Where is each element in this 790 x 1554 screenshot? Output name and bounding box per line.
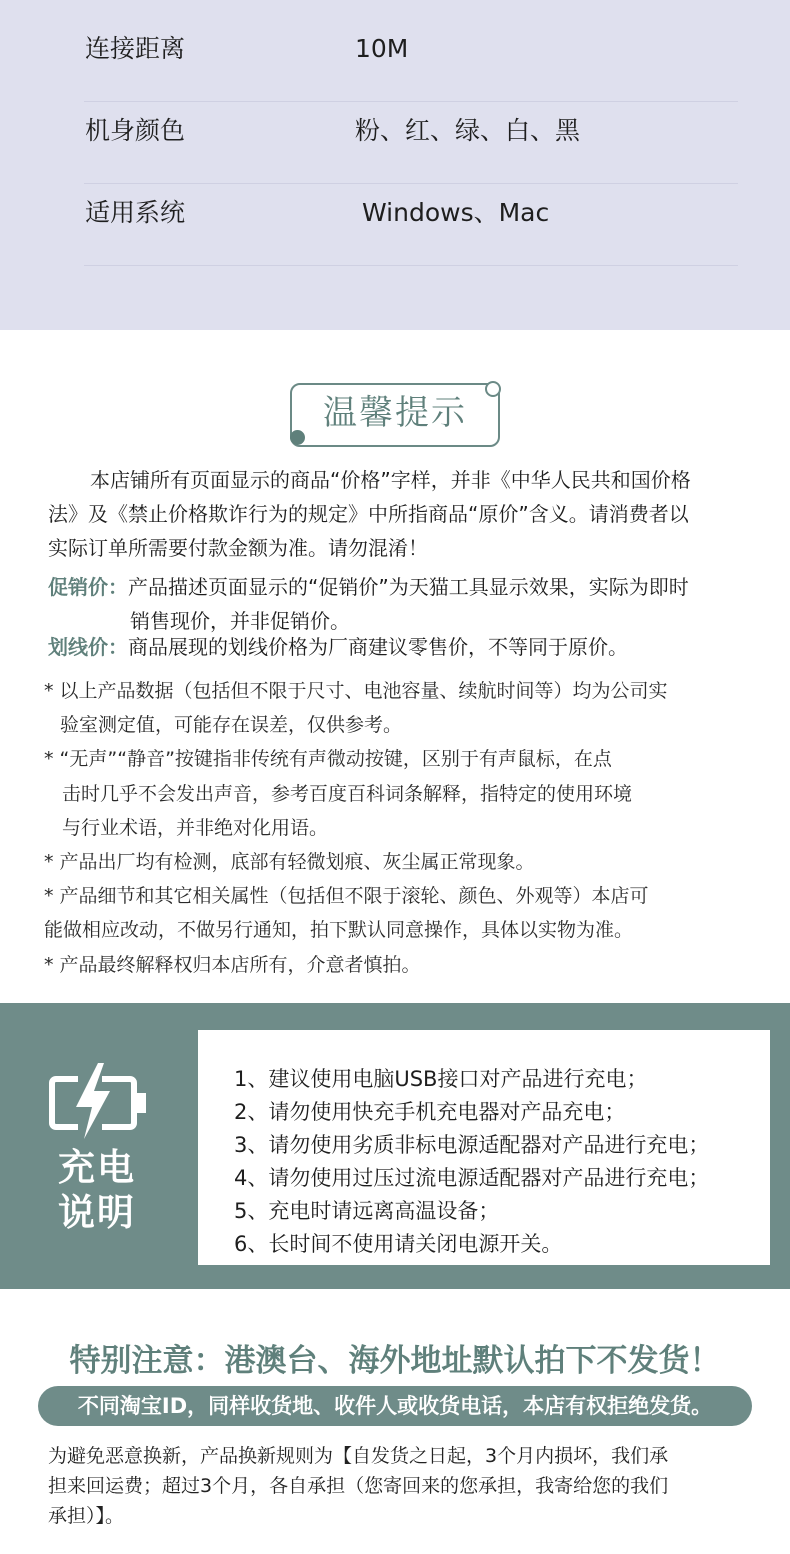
strike-price-note — [48, 630, 758, 664]
price-disclaimer — [48, 463, 758, 565]
spec-label: 机身颜色 — [85, 116, 186, 145]
reject-shipping-banner — [38, 1386, 752, 1426]
text-line: 法》及《禁止价格欺诈行为的规定》中所指商品“原价”含义。请消费者以 — [48, 502, 689, 526]
decor-dot-icon — [290, 430, 305, 445]
charging-title: 说明 — [58, 1191, 136, 1234]
list-item: 6、长时间不使用请关闭电源开关。 — [234, 1232, 563, 1256]
strike-label: 划线价： — [48, 635, 128, 659]
note-line: * 以上产品数据（包括但不限于尺寸、电池容量、续航时间等）均为公司实 — [44, 680, 668, 702]
promo-label: 促销价： — [48, 575, 128, 599]
charging-title: 充电 — [58, 1146, 136, 1189]
special-notice-headline: 特别注意：港澳台、海外地址默认拍下不发货！ — [69, 1343, 721, 1379]
decor-circle-icon — [485, 381, 501, 397]
note-line: 与行业术语，并非绝对化用语。 — [62, 817, 329, 839]
note-line: 验室测定值，可能存在误差，仅供参考。 — [60, 714, 403, 736]
spec-label: 适用系统 — [85, 198, 186, 227]
replacement-policy — [48, 1441, 756, 1531]
spec-table — [0, 0, 790, 330]
note-line: * “无声”“静音”按键指非传统有声微动按键，区别于有声鼠标，在点 — [44, 748, 612, 770]
note-line: * 产品最终解释权归本店所有，介意者慎拍。 — [44, 954, 421, 976]
text-line: 商品展现的划线价格为厂商建议零售价，不等同于原价。 — [128, 635, 628, 659]
notice-title-box — [290, 383, 498, 445]
note-line: 能做相应改动，不做另行通知，拍下默认同意操作，具体以实物为准。 — [44, 919, 634, 941]
spec-label: 连接距离 — [85, 34, 186, 63]
divider — [84, 183, 738, 184]
banner-text: 不同淘宝ID，同样收货地、收件人或收货电话，本店有权拒绝发货。 — [77, 1394, 713, 1418]
note-line: * 产品出厂均有检测，底部有轻微划痕、灰尘属正常现象。 — [44, 851, 535, 873]
text-line: 销售现价，并非促销价。 — [130, 609, 350, 633]
promo-price-note — [48, 570, 758, 638]
spec-value: Windows、Mac — [362, 198, 550, 227]
battery-charging-icon — [48, 1061, 152, 1141]
divider — [84, 265, 738, 266]
text-line: 实际订单所需要付款金额为准。请勿混淆！ — [48, 536, 428, 560]
list-item: 4、请勿使用过压过流电源适配器对产品进行充电； — [234, 1166, 710, 1190]
text-line: 本店铺所有页面显示的商品“价格”字样，并非《中华人民共和国价格 — [90, 468, 691, 492]
list-item: 1、建议使用电脑USB接口对产品进行充电； — [234, 1067, 648, 1091]
charging-instructions — [0, 1003, 790, 1289]
spec-row — [0, 113, 790, 195]
list-item: 5、充电时请远离高温设备； — [234, 1199, 500, 1223]
list-item: 3、请勿使用劣质非标电源适配器对产品进行充电； — [234, 1133, 710, 1157]
spec-value: 10M — [355, 34, 409, 63]
list-item: 2、请勿使用快充手机充电器对产品充电； — [234, 1100, 626, 1124]
charging-card — [198, 1030, 770, 1265]
note-line: 击时几乎不会发出声音，参考百度百科词条解释，指特定的使用环境 — [62, 783, 633, 805]
spec-value: 粉、红、绿、白、黑 — [355, 116, 581, 145]
note-line: * 产品细节和其它相关属性（包括但不限于滚轮、颜色、外观等）本店可 — [44, 885, 649, 907]
text-line: 为避免恶意换新，产品换新规则为【自发货之日起，3个月内损坏，我们承 — [48, 1445, 669, 1467]
text-line: 承担）】。 — [48, 1505, 125, 1527]
divider — [84, 101, 738, 102]
text-line: 产品描述页面显示的“促销价”为天猫工具显示效果，实际为即时 — [128, 575, 689, 599]
notice-title: 温馨提示 — [323, 393, 467, 433]
spec-row — [0, 195, 790, 277]
spec-row — [0, 31, 790, 113]
text-line: 担来回运费；超过3个月，各自承担（您寄回来的您承担，我寄给您的我们 — [48, 1475, 669, 1497]
